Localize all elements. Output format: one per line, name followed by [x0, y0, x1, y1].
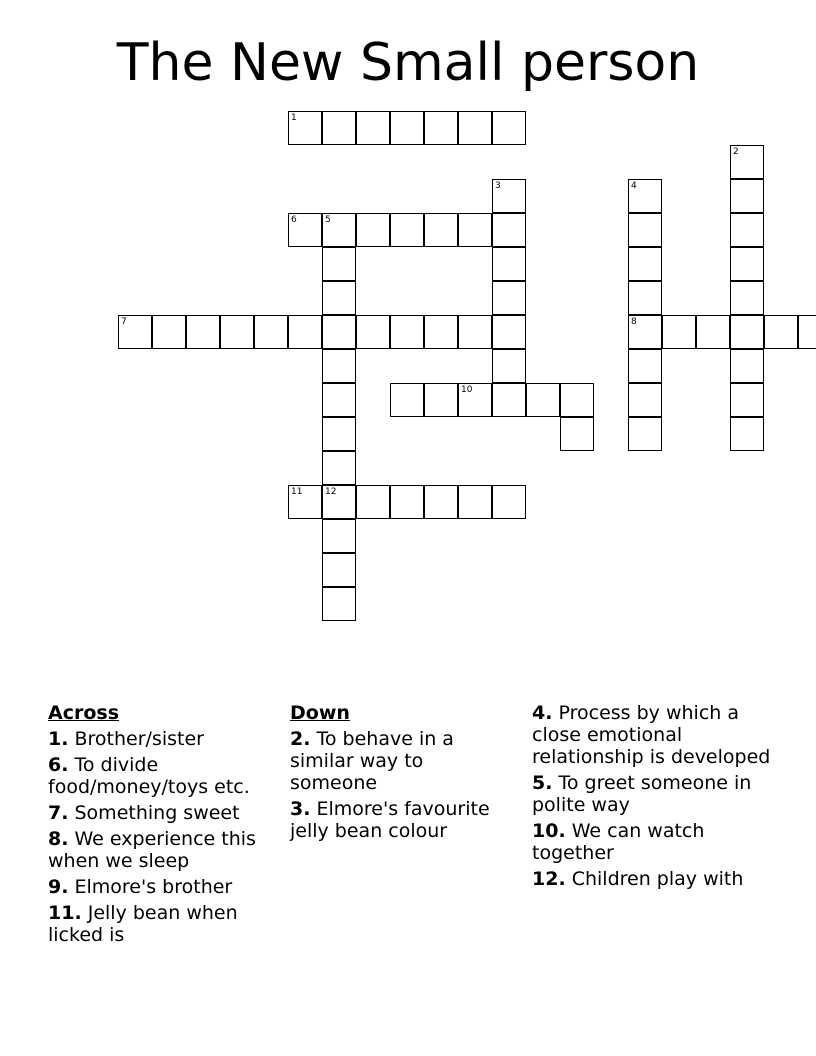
- down-clues-continued: [532, 702, 772, 894]
- grid-cell[interactable]: [730, 179, 764, 213]
- grid-cell[interactable]: [492, 383, 526, 417]
- clue-across-6: 6. To divide food/money/toys etc.: [48, 754, 250, 798]
- grid-cell[interactable]: [662, 315, 696, 349]
- across-clues: [48, 702, 280, 950]
- grid-cell[interactable]: [322, 587, 356, 621]
- clue-down-12: 12. Children play with: [532, 868, 744, 890]
- puzzle-title: The New Small person: [116, 33, 700, 93]
- down-clues: [290, 702, 500, 846]
- grid-cell[interactable]: [560, 417, 594, 451]
- grid-cell[interactable]: [356, 315, 390, 349]
- grid-cell[interactable]: [322, 553, 356, 587]
- grid-cell[interactable]: [628, 281, 662, 315]
- grid-cell[interactable]: [424, 383, 458, 417]
- grid-cell[interactable]: [730, 349, 764, 383]
- grid-cell[interactable]: [492, 179, 526, 213]
- grid-cell[interactable]: [322, 315, 356, 349]
- down-heading: Down: [290, 702, 350, 724]
- grid-cell[interactable]: [560, 383, 594, 417]
- clue-number-3: 3: [495, 181, 501, 191]
- grid-cell[interactable]: [492, 281, 526, 315]
- grid-cell[interactable]: [730, 383, 764, 417]
- grid-cell[interactable]: [322, 281, 356, 315]
- across-heading: Across: [48, 702, 120, 724]
- clue-number-7: 7: [121, 317, 127, 327]
- grid-cell[interactable]: [696, 315, 730, 349]
- grid-cell[interactable]: [118, 315, 152, 349]
- clue-down-2: 2. To behave in a similar way to someone: [290, 728, 454, 794]
- grid-cell[interactable]: [322, 383, 356, 417]
- grid-cell[interactable]: [492, 349, 526, 383]
- grid-cell[interactable]: [186, 315, 220, 349]
- clue-number-6: 6: [291, 215, 297, 225]
- grid-cell[interactable]: [730, 145, 764, 179]
- grid-cell[interactable]: [322, 417, 356, 451]
- grid-cell[interactable]: [424, 485, 458, 519]
- grid-cell[interactable]: [356, 213, 390, 247]
- grid-cell[interactable]: [730, 417, 764, 451]
- grid-cell[interactable]: [628, 315, 662, 349]
- grid-cell[interactable]: [424, 213, 458, 247]
- clue-number-5: 5: [325, 215, 331, 225]
- grid-cell[interactable]: [458, 383, 492, 417]
- grid-cell[interactable]: [424, 315, 458, 349]
- grid-cell[interactable]: [492, 485, 526, 519]
- clue-number-8: 8: [631, 317, 637, 327]
- clue-across-9: 9. Elmore's brother: [48, 876, 233, 898]
- grid-cell[interactable]: [322, 451, 356, 485]
- grid-cell[interactable]: [390, 485, 424, 519]
- grid-cell[interactable]: [322, 349, 356, 383]
- clue-across-8: 8. We experience this when we sleep: [48, 828, 256, 872]
- grid-cell[interactable]: [322, 111, 356, 145]
- grid-cell[interactable]: [492, 213, 526, 247]
- grid-cell[interactable]: [458, 213, 492, 247]
- grid-cell[interactable]: [730, 213, 764, 247]
- grid-cell[interactable]: [730, 247, 764, 281]
- grid-cell[interactable]: [628, 383, 662, 417]
- grid-cell[interactable]: [458, 485, 492, 519]
- grid-cell[interactable]: [390, 315, 424, 349]
- clue-number-12: 12: [325, 487, 337, 497]
- clue-number-10: 10: [461, 385, 473, 395]
- grid-cell[interactable]: [356, 111, 390, 145]
- grid-cell[interactable]: [322, 519, 356, 553]
- clue-number-1: 1: [291, 113, 297, 123]
- grid-cell[interactable]: [390, 213, 424, 247]
- grid-cell[interactable]: [492, 315, 526, 349]
- clue-across-7: 7. Something sweet: [48, 802, 240, 824]
- grid-cell[interactable]: [628, 179, 662, 213]
- clue-number-2: 2: [733, 147, 739, 157]
- clue-number-11: 11: [291, 487, 303, 497]
- grid-cell[interactable]: [390, 111, 424, 145]
- grid-cell[interactable]: [220, 315, 254, 349]
- grid-cell[interactable]: [492, 247, 526, 281]
- clue-down-4: 4. Process by which a close emotional relationship is developed: [532, 702, 771, 768]
- clue-number-4: 4: [631, 181, 637, 191]
- grid-cell[interactable]: [322, 213, 356, 247]
- grid-cell[interactable]: [730, 315, 764, 349]
- grid-cell[interactable]: [322, 247, 356, 281]
- clue-across-1: 1. Brother/sister: [48, 728, 204, 750]
- grid-cell[interactable]: [764, 315, 798, 349]
- grid-cell[interactable]: [492, 111, 526, 145]
- clue-down-10: 10. We can watch together: [532, 820, 705, 864]
- clue-across-11: 11. Jelly bean when licked is: [48, 902, 238, 946]
- grid-cell[interactable]: [390, 383, 424, 417]
- grid-cell[interactable]: [628, 247, 662, 281]
- grid-cell[interactable]: [798, 315, 816, 349]
- grid-cell[interactable]: [288, 111, 322, 145]
- clue-down-3: 3. Elmore's favourite jelly bean colour: [290, 798, 490, 842]
- grid-cell[interactable]: [322, 485, 356, 519]
- grid-cell[interactable]: [288, 315, 322, 349]
- grid-cell[interactable]: [458, 315, 492, 349]
- grid-cell[interactable]: [730, 281, 764, 315]
- grid-cell[interactable]: [458, 111, 492, 145]
- grid-cell[interactable]: [628, 213, 662, 247]
- grid-cell[interactable]: [628, 417, 662, 451]
- grid-cell[interactable]: [526, 383, 560, 417]
- grid-cell[interactable]: [152, 315, 186, 349]
- grid-cell[interactable]: [628, 349, 662, 383]
- grid-cell[interactable]: [288, 485, 322, 519]
- clue-down-5: 5. To greet someone in polite way: [532, 772, 752, 816]
- grid-cell[interactable]: [356, 485, 390, 519]
- grid-cell[interactable]: [288, 213, 322, 247]
- grid-cell[interactable]: [424, 111, 458, 145]
- grid-cell[interactable]: [254, 315, 288, 349]
